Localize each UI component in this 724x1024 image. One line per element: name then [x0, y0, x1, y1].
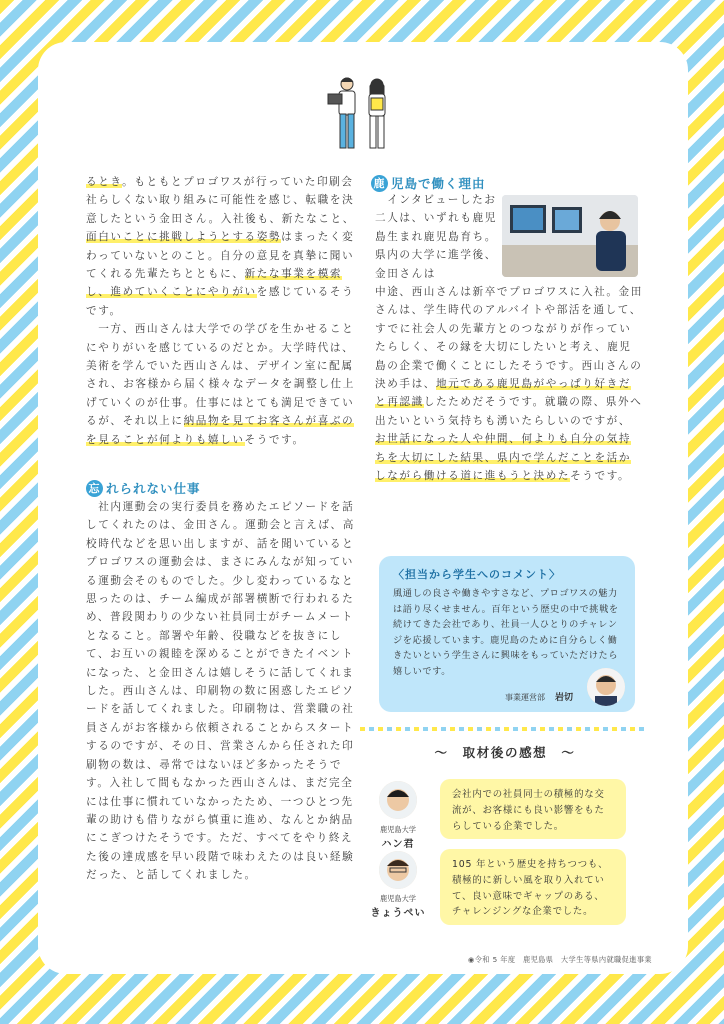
impressions-title: 〜 取材後の感想 〜 — [420, 743, 590, 761]
kagoshima-text-top: インタビューしたお二人は、いずれも鹿児島生まれ鹿児島育ち。県内の大学に進学後、金田さんは — [375, 194, 497, 280]
intro-paragraph-1 — [86, 173, 358, 320]
office-photo — [502, 195, 638, 277]
student-school: 鹿児島大学 — [380, 825, 416, 834]
body-text: はまったく変わっていないとのこと。自分の意見を真摯に聞いてくれる先輩たちとともに、 — [86, 231, 355, 281]
comment-body: 風通しの良さや働きやすさなど、プロゴワスの魅力は語り尽くせません。百年という歴史の中で挑戦を続けてきた会社であり、社員一人ひとりのチャレンジを応援しています。鹿児島のために自分らしく働きたいという学生さんに興味をもっていただけたら嬉しいです。 — [393, 588, 619, 677]
staff-comment-box — [379, 556, 635, 712]
body-text: したためだそうです。就職の際、県外へ出たいという気持ちも湧いたらしいのですが、 — [375, 396, 643, 427]
dotted-divider — [360, 727, 645, 731]
student-avatar-han — [379, 781, 417, 819]
section-heading-unforgettable — [86, 478, 201, 498]
footer-credit: ◉令和 5 年度 鹿児島県 大学生等県内就職促進事業 — [468, 955, 652, 964]
left-intro-text — [86, 173, 358, 449]
staff-avatar — [587, 668, 625, 706]
highlighted-text: 納品物を見てお客さんが喜ぶのを見ることが何よりも嬉しい — [86, 415, 355, 446]
body-text: を感じているそうです。 — [86, 286, 355, 317]
unforgettable-work-text: 社内運動会の実行委員を務めたエピソードを話してくれたのは、金田さん。運動会と言えば、高校時代などを思い出しますが、話を聞いているとプロゴワスの運動会は、まさにみんなが知っている運動会そのものでした。少し変わっているなと思ったのは、チーム編成が部署横断で行われるため、普段関わりの少ない社員同士がチームメートとなること。部署や年齢、役職などを抜きにして、お互いの親睦を深めることができたイベントになった、と金田さんは嬉しそうに話してくれました。西山さんは、印刷物の数に困惑したエピソードを話してくれました。印刷物は、営業職の社員さんがお客様から依頼されることからスタートするのですが、その日、営業さんから任された印刷物の数は、尋常ではないほど多かったそうです。入社して間もなかった西山さんは、まだ完全には仕事に慣れていなかったため、一つひとつ先輩の助けも借りながら慎重に進め、なんとか納品にこぎつけたそうです。ただ、すべてをやり終えた後の達成感を早い段階で味わえたのは良い経験だった、と話してくれました。 — [86, 501, 355, 882]
section-icon-char: 鹿 — [371, 175, 388, 192]
kagoshima-text — [375, 283, 643, 485]
highlighted-text: 新たな事業を模索し、進めていくことにやりがい — [86, 268, 343, 299]
student-school: 鹿児島大学 — [380, 894, 416, 903]
section-heading-kagoshima — [371, 173, 486, 193]
intro-paragraph-2 — [86, 320, 358, 449]
comment-name: 岩切 — [554, 693, 573, 703]
highlighted-text: 地元である鹿児島がやっぱり好きだと再認識 — [375, 378, 632, 409]
impression-bubble-1: 会社内での社員同士の積極的な交流が、お客様にも良い影響をもたらしている企業でした。 — [440, 779, 626, 839]
section-title: れられない仕事 — [106, 481, 201, 496]
body-text: そうです。 — [244, 433, 305, 446]
highlighted-text: お世話になった人や仲間、何よりも自分の気持ちを大切にした結果、県内で学んだことを活かしながら働ける道に進もうと決めた — [375, 433, 632, 483]
student-avatar-kyopei — [379, 851, 417, 889]
student-label-kyopei — [368, 894, 428, 919]
people-illustration — [323, 74, 403, 156]
section-title: 児島で働く理由 — [391, 176, 486, 191]
body-text: そうです。 — [570, 470, 631, 483]
student-name: ハン君 — [381, 839, 415, 850]
section-icon-char: 忘 — [86, 480, 103, 497]
body-text: 中途、西山さんは新卒でプロゴワスに入社。金田さんは、学生時代のアルバイトや部活を通して、すでに社会人の先輩方とのつながりが作っていたらしく、その縁を大切にしたいと考え、鹿児島の企業で働くことにしたそうです。西山さんの決め手は、 — [375, 286, 643, 391]
highlighted-text: るとき — [86, 176, 123, 188]
highlighted-text: 面白いことに挑戦しようとする姿勢 — [86, 231, 282, 244]
body-text: 一方、西山さんは大学での学びを生かせることにやりがいを感じているのだとか。大学時代は、美術を学んでいた西山さんは、デザイン室に配属され、お客様から届く様々なデータを調整し仕上げていくのが仕事。仕事にはとても満足できているが、それ以上に — [86, 323, 355, 428]
student-label-han — [368, 825, 428, 850]
body-text: 。もともとプロゴワスが行っていた印刷会社らしくない取り組みに可能性を感じ、転職を決意したという金田さん。入社後も、新たなこと、 — [86, 176, 355, 225]
comment-signature — [505, 690, 573, 703]
student-name: きょうぺい — [370, 908, 426, 919]
comment-title: 〈担当から学生へのコメント〉 — [393, 568, 561, 581]
impression-bubble-2: 105 年という歴史を持ちつつも、積極的に新しい風を取り入れていて、良い意味でギャップのある、チャレンジングな企業でした。 — [440, 849, 626, 925]
comment-dept: 事業運営部 — [504, 693, 545, 702]
